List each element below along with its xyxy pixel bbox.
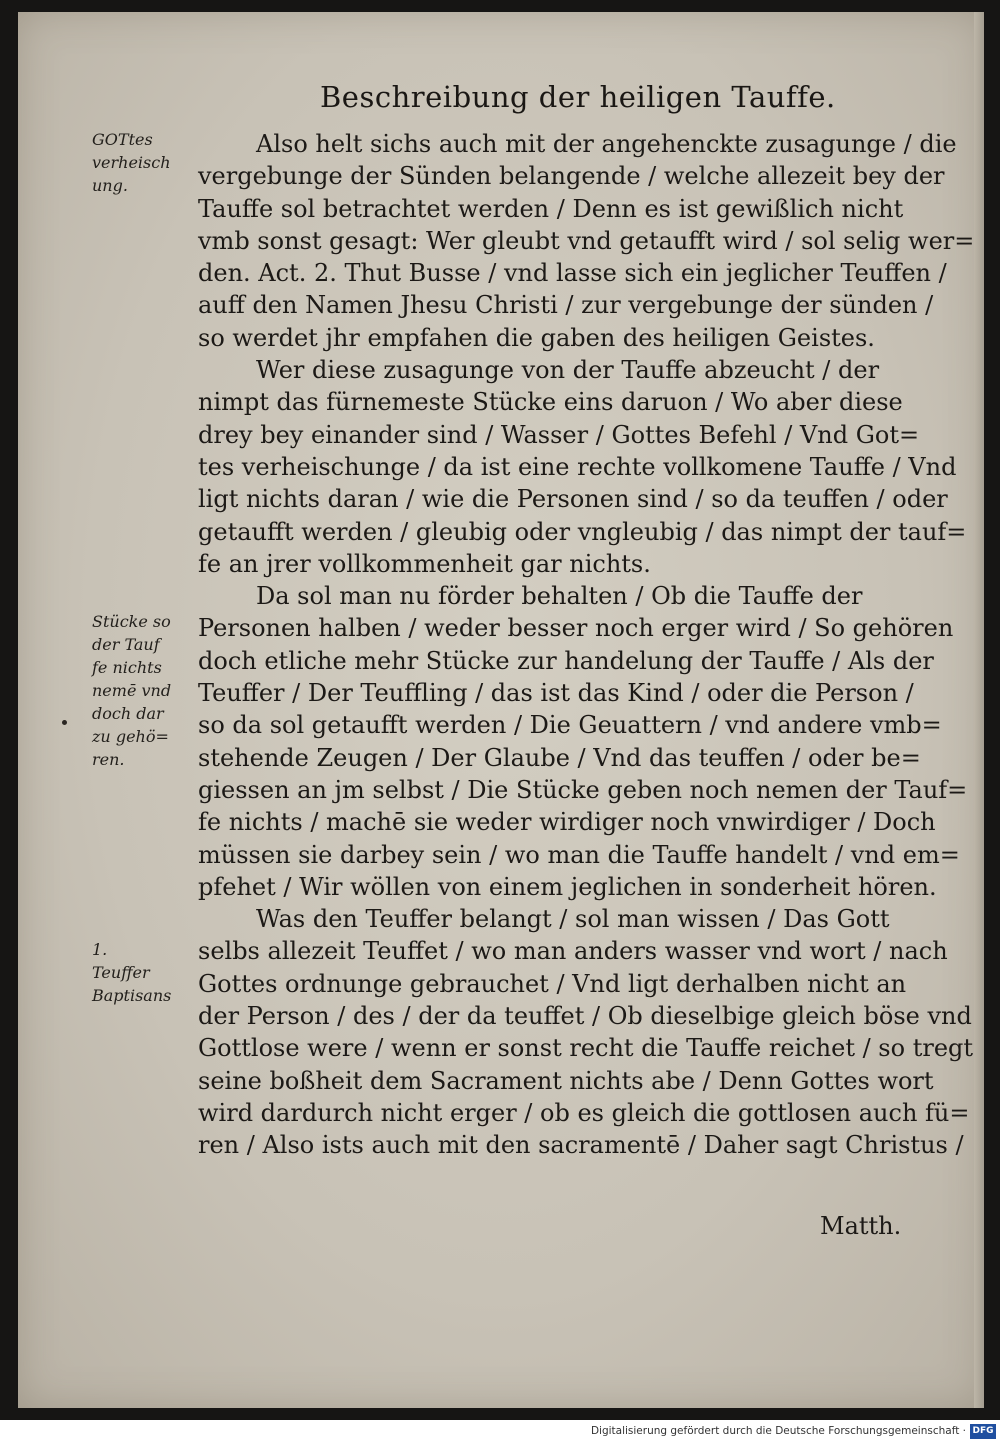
side-note-stuecke <box>92 610 202 771</box>
text-line: so da sol getaufft werden / Die Geuattern / vnd andere vmb= <box>198 711 942 740</box>
side-note-gottes-verheischung <box>92 128 202 197</box>
text-line: Was den Teuffer belangt / sol man wissen / Das Gott <box>256 905 890 934</box>
text-line: doch etliche mehr Stücke zur handelung der Tauffe / Als der <box>198 646 934 675</box>
side-note-line: der Tauf <box>92 635 160 654</box>
text-line: Teuffer / Der Teuffling / das ist das Kind / oder die Person / <box>198 679 914 708</box>
text-line: drey bey einander sind / Wasser / Gottes Befehl / Vnd Got= <box>198 420 920 449</box>
side-note-line: GOTtes <box>92 130 153 149</box>
running-header: Beschreibung der heiligen Tauffe. <box>320 80 836 114</box>
text-line: Da sol man nu förder behalten / Ob die Tauffe der <box>256 582 863 611</box>
text-line: müssen sie darbey sein / wo man die Tauffe handelt / vnd em= <box>198 840 960 869</box>
text-line: giessen an jm selbst / Die Stücke geben noch nemen der Tauf= <box>198 775 968 804</box>
text-line: stehende Zeugen / Der Glaube / Vnd das teuffen / oder be= <box>198 743 921 772</box>
text-line: Gottlose were / wenn er sonst recht die Tauffe reichet / so tregt <box>198 1034 974 1063</box>
text-line: Gottes ordnunge gebrauchet / Vnd ligt derhalben nicht an <box>198 969 907 998</box>
text-line: vergebunge der Sünden belangende / welche allezeit bey der <box>198 162 945 191</box>
text-line: vmb sonst gesagt: Wer gleubt vnd getaufft wird / sol selig wer= <box>198 226 975 255</box>
text-line: Also helt sichs auch mit der angehenckte zusagunge / die <box>256 130 957 158</box>
text-line: der Person / des / der da teuffet / Ob dieselbige gleich böse vnd <box>198 1002 972 1031</box>
side-note-line: fe nichts <box>92 658 162 677</box>
text-line: getaufft werden / gleubig oder vngleubig / das nimpt der tauf= <box>198 517 967 546</box>
text-line: ren / Also ists auch mit den sacramentē / Daher sagt Christus / <box>198 1131 964 1160</box>
text-line: Personen halben / weder besser noch erger wird / So gehören <box>198 614 954 643</box>
catchword: Matth. <box>820 1212 902 1240</box>
page-edge <box>974 12 984 1408</box>
footer-credit: Digitalisierung gefördert durch die Deutsche Forschungsgemeinschaft · <box>590 1425 966 1437</box>
text-line: fe nichts / machē sie weder wirdiger noch vnwirdiger / Doch <box>198 808 936 837</box>
text-line: wird dardurch nicht erger / ob es gleich die gottlosen auch fü= <box>198 1098 970 1127</box>
text-line: Wer diese zusagunge von der Tauffe abzeucht / der <box>256 356 880 385</box>
text-line: tes verheischunge / da ist eine rechte vollkomene Tauffe / Vnd <box>198 452 957 481</box>
dfg-logo-icon: DFG <box>970 1424 996 1439</box>
side-note-line: verheisch <box>92 153 171 172</box>
side-note-line: Teuffer <box>92 963 150 982</box>
side-note-line: ung. <box>92 176 128 195</box>
side-note-line: nemē vnd <box>92 681 172 700</box>
side-note-line: zu gehö= <box>92 727 169 746</box>
text-line: pfehet / Wir wöllen von einem jeglichen in sonderheit hören. <box>198 872 937 901</box>
text-line: Tauffe sol betrachtet werden / Denn es ist gewißlich nicht <box>198 194 904 223</box>
text-line: fe an jrer vollkommenheit gar nichts. <box>198 549 651 578</box>
text-line: ligt nichts daran / wie die Personen sind / so da teuffen / oder <box>198 485 948 514</box>
side-note-line: Stücke so <box>92 612 171 631</box>
side-note-line: doch dar <box>92 704 164 723</box>
text-line: auff den Namen Jhesu Christi / zur vergebunge der sünden / <box>198 291 934 320</box>
text-line: den. Act. 2. Thut Busse / vnd lasse sich ein jeglicher Teuffen / <box>198 259 947 288</box>
text-line: nimpt das fürnemeste Stücke eins daruon / Wo aber diese <box>198 388 903 417</box>
margin-dot <box>62 720 67 725</box>
body-text <box>198 128 975 1162</box>
footer-bar <box>0 1420 1000 1444</box>
text-line: selbs allezeit Teuffet / wo man anders wasser vnd wort / nach <box>198 937 948 966</box>
text-line: so werdet jhr empfahen die gaben des heiligen Geistes. <box>198 323 875 352</box>
side-note-line: ren. <box>92 750 125 769</box>
text-line: seine boßheit dem Sacrament nichts abe / Denn Gottes wort <box>198 1066 934 1095</box>
side-note-teuffer <box>92 938 202 1007</box>
side-note-line: Baptisans <box>92 986 172 1005</box>
side-note-line: 1. <box>92 940 108 959</box>
